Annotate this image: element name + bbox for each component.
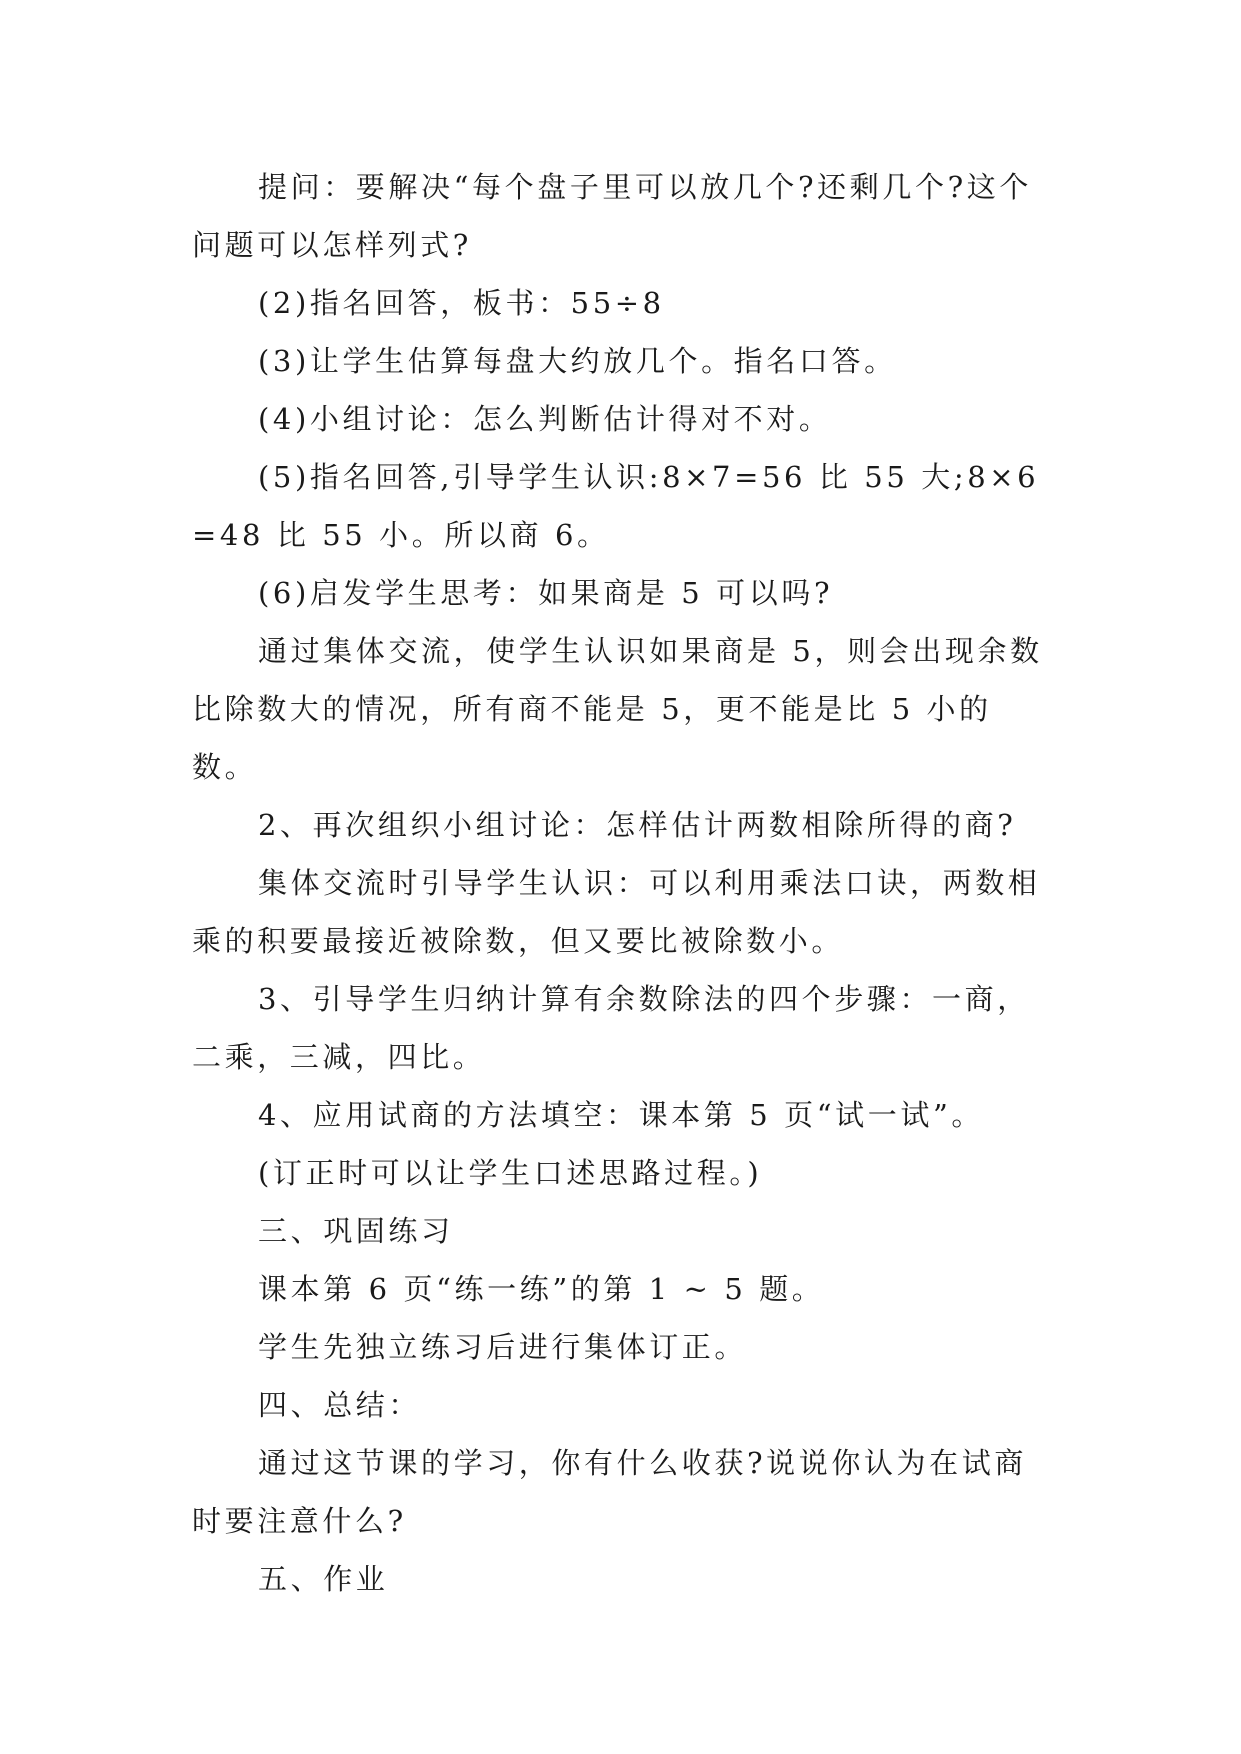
paragraph-step-4: (4)小组讨论：怎么判断估计得对不对。 [258, 402, 832, 436]
document-body [192, 158, 1052, 1608]
paragraph-item-4: 4、应用试商的方法填空：课本第 5 页“试一试”。 [258, 1098, 984, 1132]
paragraph-practice-exercises: 课本第 6 页“练一练”的第 1 ~ 5 题。 [258, 1272, 825, 1306]
paragraph-step-6: (6)启发学生思考：如果商是 5 可以吗? [258, 576, 834, 610]
paragraph-group-exchange: 通过集体交流，使学生认识如果商是 5，则会出现余数比除数大的情况，所有商不能是 5，更不能是比 5 小的数。 [192, 634, 1043, 784]
paragraph-item-3: 3、引导学生归纳计算有余数除法的四个步骤：一商，二乘，三减，四比。 [192, 982, 1030, 1074]
paragraph-practice-correction: 学生先独立练习后进行集体订正。 [258, 1330, 748, 1364]
paragraph-step-3: (3)让学生估算每盘大约放几个。指名口答。 [258, 344, 897, 378]
section-heading-homework: 五、作业 [258, 1562, 389, 1596]
section-heading-summary: 四、总结： [258, 1388, 422, 1422]
paragraph-item-2: 2、再次组织小组讨论：怎样估计两数相除所得的商? [258, 808, 1017, 842]
paragraph-question: 提问：要解决“每个盘子里可以放几个?还剩几个?这个问题可以怎样列式? [192, 170, 1032, 262]
paragraph-step-5: (5)指名回答,引导学生认识:8×7=56 比 55 大;8×6=48 比 55 小。所以商 6。 [192, 460, 1040, 552]
paragraph-summary: 通过这节课的学习，你有什么收获?说说你认为在试商时要注意什么? [192, 1446, 1027, 1538]
paragraph-correction-note: (订正时可以让学生口述思路过程。) [258, 1156, 763, 1190]
paragraph-step-2: (2)指名回答，板书：55÷8 [258, 286, 665, 320]
section-heading-practice: 三、巩固练习 [258, 1214, 454, 1248]
paragraph-guided-exchange: 集体交流时引导学生认识：可以利用乘法口诀，两数相乘的积要最接近被除数，但又要比被除数小。 [192, 866, 1041, 958]
